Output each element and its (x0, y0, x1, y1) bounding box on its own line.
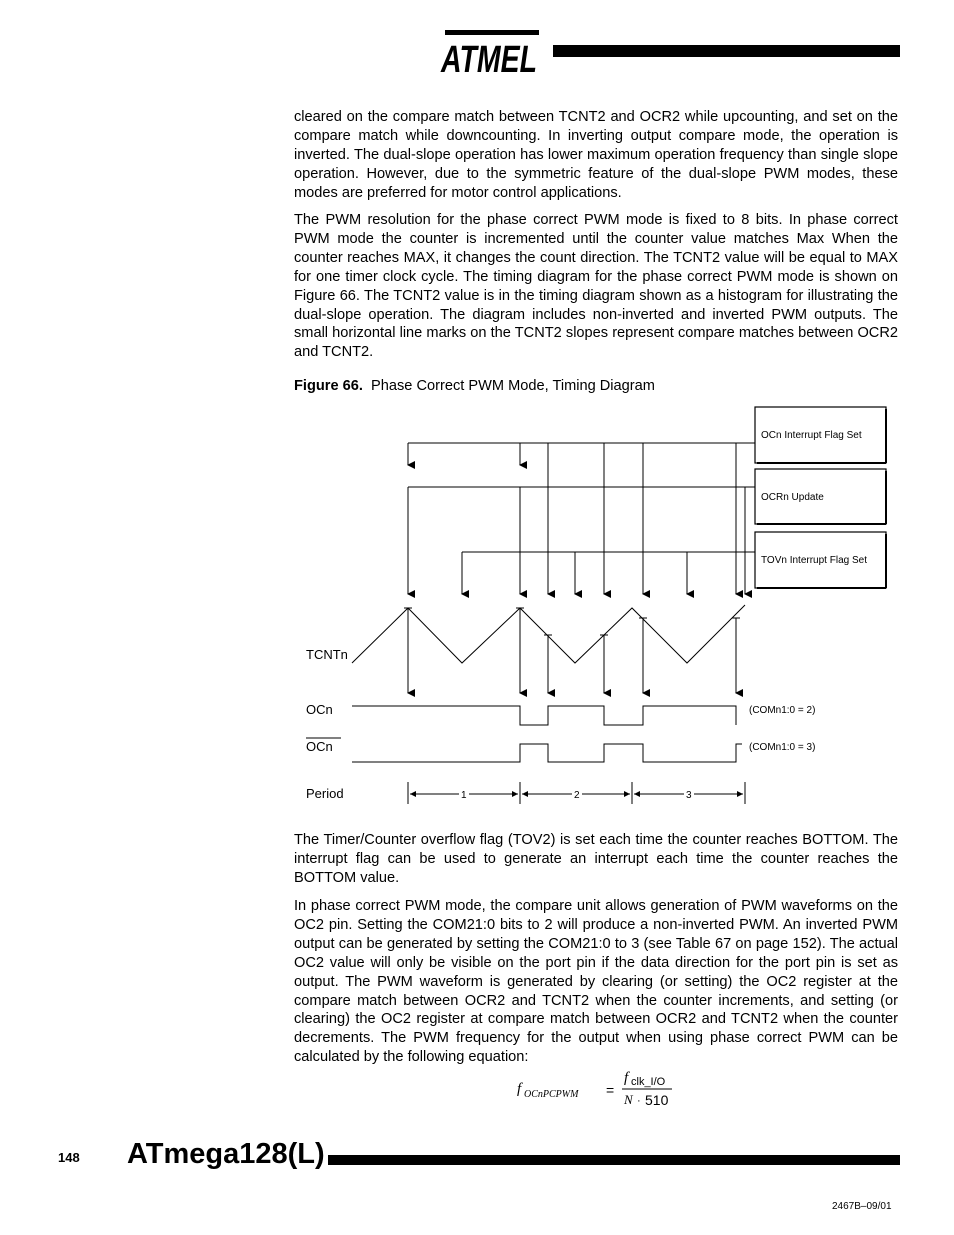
svg-text:ATMEL: ATMEL (440, 39, 537, 81)
flag-label-update: OCRn Update (761, 492, 824, 503)
label-ocn-inverted: OCn (306, 739, 333, 754)
eq-lhs-sub: OCnPCPWM (524, 1089, 579, 1100)
document-title: ATmega128(L) (127, 1138, 325, 1170)
paragraph-1: cleared on the compare match between TCNT2 and OCR2 while upcounting, and set on the compare match while downcounting. In inverting output compare mode, the operation is inverted. The dual-slope operation has lower maximum operation frequency than single slope operation. However, due to the symmetric feature of the dual-slope PWM modes, these modes are preferred for motor control applications. (294, 109, 898, 201)
page-number: 148 (58, 1150, 80, 1165)
ocn-inverted-waveform (352, 744, 742, 762)
label-period: Period (306, 786, 344, 801)
label-ocn: OCn (306, 702, 333, 717)
eq-den-val: 510 (645, 1092, 669, 1108)
figure-title: Phase Correct PWM Mode, Timing Diagram (371, 378, 655, 394)
eq-den-dot: · (637, 1095, 641, 1107)
paragraph-4: In phase correct PWM mode, the compare unit allows generation of PWM waveforms on the OC2 pin. Setting the COM21:0 bits to 2 will produce a non-inverted PWM. An inverted PWM output can be generated by setting the COM21:0 to 3 (see Table 67 on page 152). The actual OC2 value will only be visible on the port pin if the data direction for the port pin is set as output. The PWM waveform is generated by clearing (or setting) the OC2 register at the compare match between OCR2 and TCNT2 when the counter increments, and setting (or clearing) the OC2 register at compare match between OCR2 and TCNT2 when the counter decrements. The PWM frequency for the output when using phase correct PWM can be calculated by the following equation: (294, 898, 898, 1066)
flag-label-interrupt: OCn Interrupt Flag Set (761, 430, 862, 441)
paragraph-2: The PWM resolution for the phase correct PWM mode is fixed to 8 bits. In phase correct PWM mode the counter is incremented until the counter value matches Max When the counter reaches MAX, it changes the count direction. The TCNT2 value will be equal to MAX for one timer clock cycle. The timing diagram for the phase correct PWM mode is shown on Figure 66. The TCNT2 value is in the timing diagram shown as a histogram for illustrating the dual-slope operation. The diagram includes non-inverted and inverted PWM outputs. The small horizontal line marks on the TCNT2 slopes represent compare matches between OCR2 and TCNT2. (294, 212, 898, 361)
period-2: 2 (574, 790, 580, 801)
footer-rule (328, 1155, 900, 1165)
flag-label-tov: TOVn Interrupt Flag Set (761, 555, 867, 566)
com-label-2: (COMn1:0 = 2) (749, 705, 816, 716)
com-label-3: (COMn1:0 = 3) (749, 742, 816, 753)
ocn-waveform (352, 706, 736, 725)
figure-number: Figure 66. (294, 378, 363, 394)
eq-equals: = (606, 1082, 615, 1098)
label-tcnt: TCNTn (306, 647, 348, 662)
paragraph-3: The Timer/Counter overflow flag (TOV2) is set each time the counter reaches BOTTOM. The interrupt flag can be used to generate an interrupt each time the counter reaches the BOTTOM value. (294, 832, 898, 886)
document-code: 2467B–09/01 (832, 1201, 892, 1212)
period-1: 1 (461, 790, 467, 801)
period-3: 3 (686, 790, 692, 801)
eq-den-n: N (624, 1092, 633, 1107)
eq-lhs-f: f (517, 1081, 522, 1097)
eq-num-f: f (624, 1070, 629, 1086)
pwm-frequency-equation (514, 1068, 694, 1110)
eq-num-sub: clk_I/O (631, 1076, 666, 1088)
